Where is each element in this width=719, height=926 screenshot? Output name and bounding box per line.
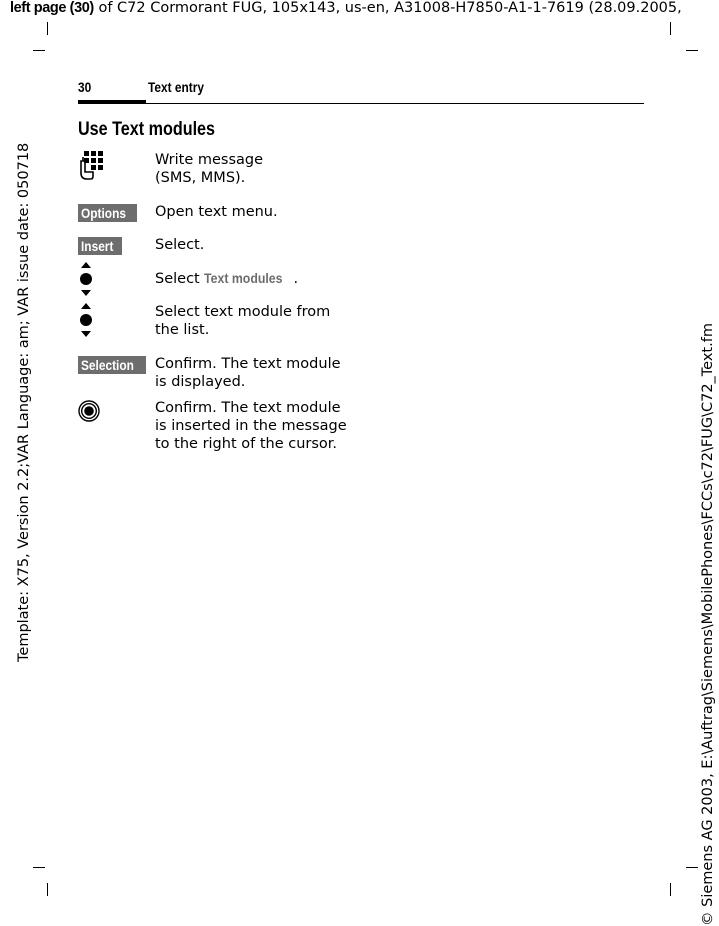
print-header-doc-info: of C72 Cormorant FUG, 105x143, us-en, A31008-H7850-A1-1-7619 (28.09.2005,	[93, 0, 682, 16]
step-text: is inserted in the message	[155, 418, 347, 434]
running-title: Text entry	[148, 79, 204, 95]
crop-mark	[47, 22, 48, 35]
crop-mark	[33, 867, 45, 868]
crop-mark	[47, 883, 48, 896]
keypad-icon	[78, 151, 110, 187]
step-text: Select.	[155, 237, 205, 253]
insert-softkey[interactable]	[78, 236, 122, 255]
copyright-path-vertical	[700, 320, 716, 926]
navigation-up-down-icon	[78, 269, 94, 300]
step-text: is displayed.	[155, 374, 246, 390]
softkey-label: Options	[81, 205, 126, 221]
page-number: 30	[78, 79, 92, 95]
center-select-key-icon[interactable]	[78, 399, 100, 426]
step-text: Write message	[155, 152, 264, 168]
softkey-label: Insert	[81, 238, 114, 254]
options-softkey[interactable]	[78, 203, 137, 222]
header-rule-thick	[78, 100, 146, 104]
step-text: Select text module from	[155, 304, 331, 320]
template-info-text: Template: X75, Version 2.2;VAR Language: am; VAR issue date: 050718	[16, 142, 32, 662]
softkey-label: Selection	[81, 357, 134, 373]
crop-mark	[686, 50, 698, 51]
step-text: Select	[155, 271, 205, 287]
step-text: (SMS, MMS).	[155, 170, 246, 186]
print-header	[10, 0, 715, 16]
copyright-path-text: © Siemens AG 2003, E:\Auftrag\Siemens\MobilePhones\FCCs\c72\FUG\C72_Text.fm	[700, 323, 716, 926]
section-title: Use Text modules	[78, 119, 216, 140]
step-text: Confirm. The text module	[155, 400, 341, 416]
print-header-page-ref: left page (30)	[10, 0, 94, 16]
step-text: Open text menu.	[155, 204, 278, 220]
selection-softkey[interactable]	[78, 355, 146, 374]
template-info-vertical	[16, 12, 32, 662]
crop-mark	[670, 883, 671, 896]
crop-mark	[33, 50, 45, 51]
step-text: Confirm. The text module	[155, 356, 341, 372]
step-text: .	[293, 271, 299, 287]
crop-mark	[670, 22, 671, 35]
header-rule	[146, 103, 644, 104]
step-text: to the right of the cursor.	[155, 436, 338, 452]
navigation-up-down-icon	[78, 303, 94, 341]
crop-mark	[686, 867, 698, 868]
step-text: the list.	[155, 322, 210, 338]
menu-term-text-modules: Text modules	[204, 270, 283, 286]
